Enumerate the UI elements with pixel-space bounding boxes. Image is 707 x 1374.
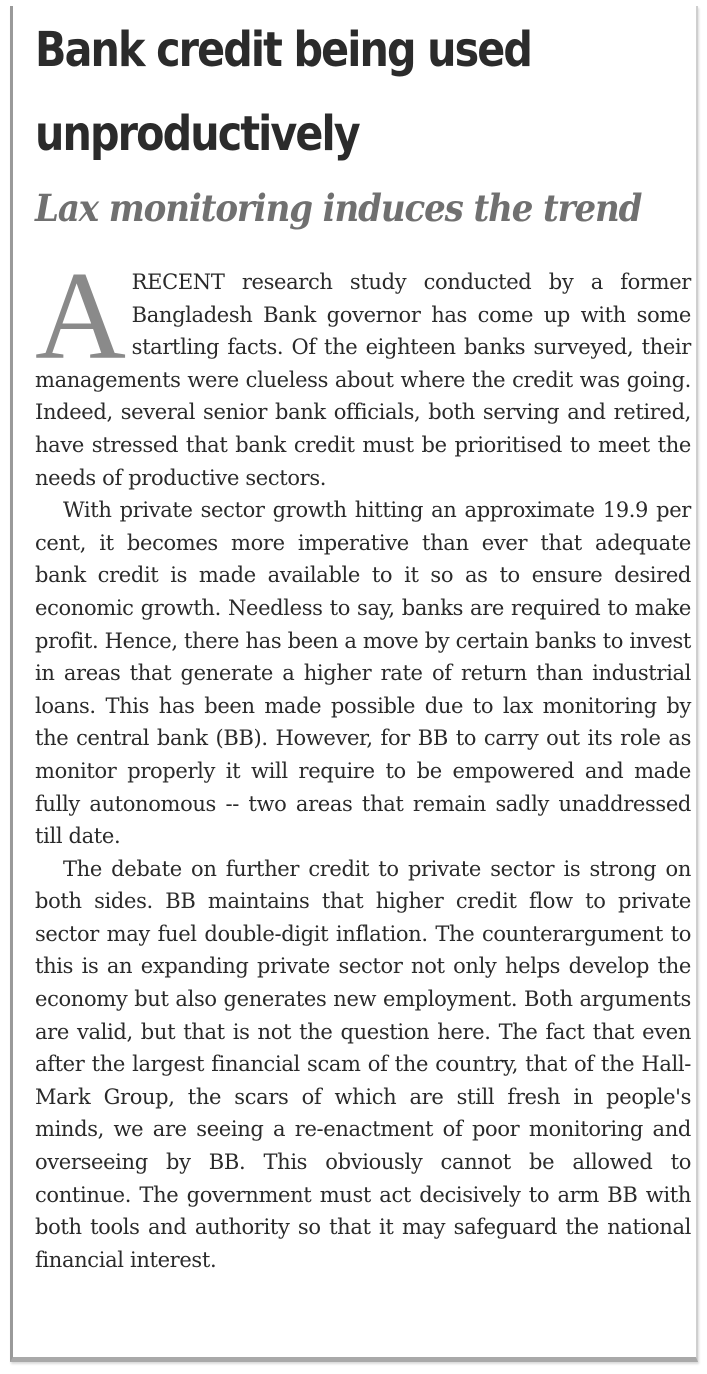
drop-cap: A xyxy=(35,247,126,386)
paragraph-2: With private sector growth hitting an approximate 19.9 per cent, it becomes more imperative than ever that adequate bank credit is made available to it so as to ensure desired economic growth. Needless to say, banks are required to make profit. Hence, there has been a move by certain banks to invest in areas that generate a higher rate of return than industrial loans. This has been made possible due to lax monitoring by the central bank (BB). However, for BB to carry out its role as monitor properly it will require to be empowered and made fully autonomous -- two areas that remain sadly unaddressed till date. xyxy=(35,498,691,849)
paragraph-3: The debate on further credit to private sector is strong on both sides. BB maintains that higher credit flow to private sector may fuel double-digit inflation. The counterargument to this is an expanding private sector not only helps develop the economy but also generates new employment. Both arguments are valid, but that is not the question here. The fact that even after the largest financial scam of the country, that of the Hall-Mark Group, the scars of which are still fresh in people's minds, we are seeing a re-enactment of poor monitoring and overseeing by BB. This obviously cannot be allowed to continue. The government must act decisively to arm BB with both tools and authority so that it may safeguard the national financial interest. xyxy=(35,856,691,1272)
newspaper-clipping xyxy=(10,6,698,1362)
article-body xyxy=(35,247,691,1276)
paragraph-1-text: RECENT research study conducted by a former Bangladesh Bank governor has come up with some startling facts. Of the eighteen banks surveyed, their managements were clueless about where the credit was going. Indeed, several senior bank officials, both serving and retired, have stressed that bank credit must be prioritised to meet the needs of productive sectors. xyxy=(35,270,691,490)
subheadline: Lax monitoring induces the trend xyxy=(35,186,642,230)
paragraph-1 xyxy=(35,247,691,494)
headline: Bank credit being used unproductively xyxy=(35,22,532,162)
